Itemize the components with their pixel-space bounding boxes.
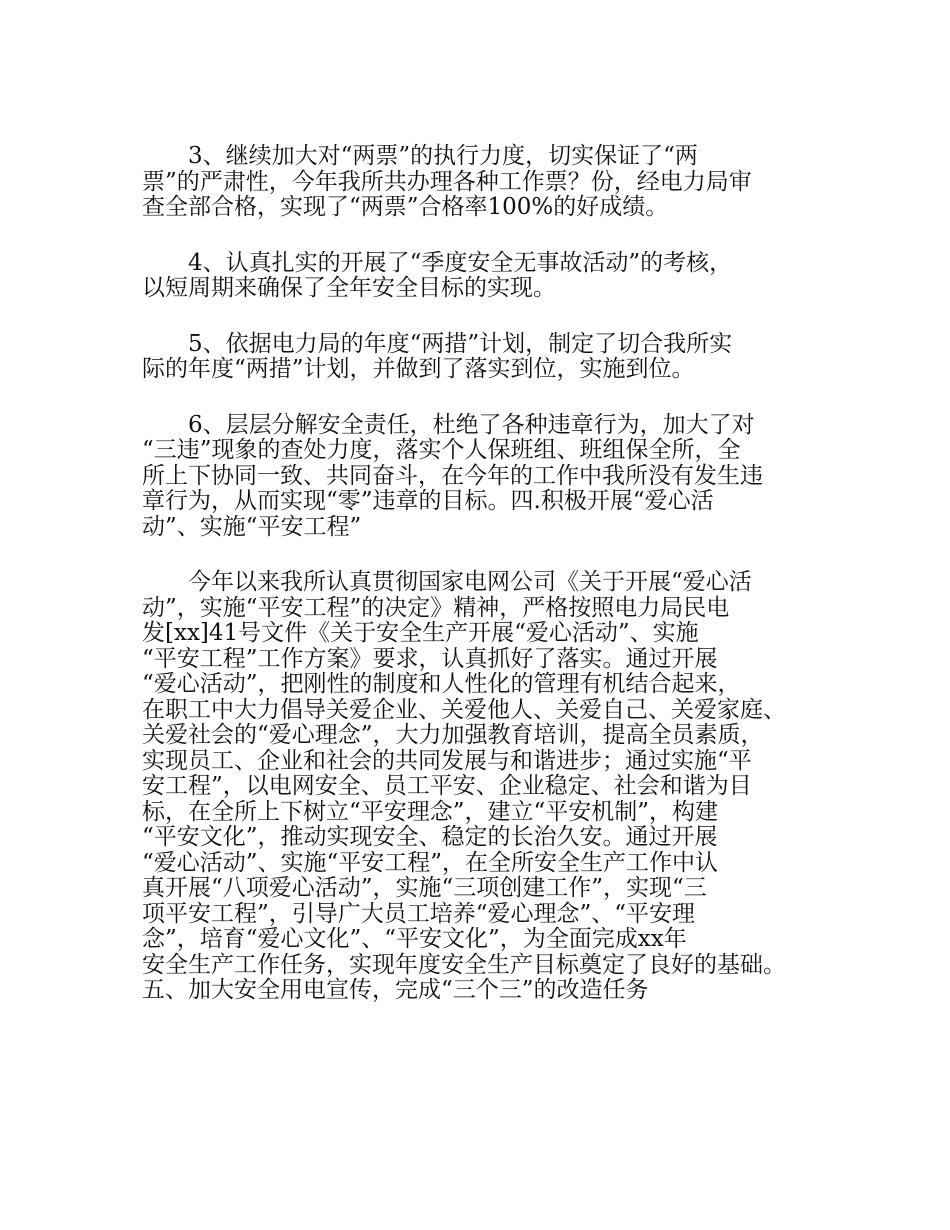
paragraph-line: 5、依据电力局的年度“两措”计划，制定了切合我所实 <box>142 330 733 357</box>
paragraph <box>142 144 832 221</box>
paragraph-line: 实现员工、企业和社会的共同发展与和谐进步；通过实施“平 <box>142 747 752 774</box>
paragraph <box>142 570 832 1004</box>
paragraph-line: “平安文化”，推动实现安全、稳定的长治久安。通过开展 <box>142 824 718 850</box>
paragraph-line: “三违”现象的查处力度，落实个人保班组、班组保全所，全 <box>142 437 741 463</box>
paragraph-line: 在职工中大力倡导关爱企业、关爱他人、关爱自己、关爱家庭、 <box>142 696 786 723</box>
paragraph-line: 安全生产工作任务，实现年度安全生产目标奠定了良好的基础。 <box>142 951 786 978</box>
paragraph-line: 安工程”，以电网安全、员工平安、企业稳定、社会和谐为目 <box>142 773 752 799</box>
paragraph-line: 动”，实施“平安工程”的决定》精神，严格按照电力局民电 <box>142 594 730 621</box>
paragraph-line: 章行为，从而实现“零”违章的目标。四.积极开展“爱心活 <box>142 488 714 514</box>
paragraph-line: 票”的严肃性，今年我所共办理各种工作票？份，经电力局审 <box>142 168 752 195</box>
paragraph-line: 标，在全所上下树立“平安理念”，建立“平安机制”，构建 <box>142 798 719 825</box>
paragraph-line: 关爱社会的“爱心理念”，大力加强教育培训，提高全员素质， <box>142 722 764 748</box>
paragraph-line: 6、层层分解安全责任，杜绝了各种违章行为，加大了对 <box>142 411 755 438</box>
paragraph-gap <box>142 221 832 251</box>
paragraph-line: 际的年度“两措”计划，并做到了落实到位，实施到位。 <box>142 356 695 382</box>
paragraph-line: 念”，培育“爱心文化”、“平安文化”，为全面完成xx年 <box>142 926 687 952</box>
paragraph-line: 所上下协同一致、共同奋斗，在今年的工作中我所没有发生违 <box>142 462 763 489</box>
paragraph-line: 项平安工程”，引导广大员工培养“爱心理念”、“平安理 <box>142 900 696 927</box>
paragraph-gap <box>142 302 832 332</box>
paragraph-line: 五、加大安全用电宣传，完成“三个三”的改造任务 <box>142 977 649 1003</box>
paragraph-line: 以短周期来确保了全年安全目标的实现。 <box>142 275 556 301</box>
document-body <box>142 144 832 1004</box>
paragraph-gap <box>142 383 832 413</box>
paragraph-line: 4、认真扎实的开展了“季度安全无事故活动”的考核， <box>142 249 733 276</box>
paragraph-gap <box>142 540 832 570</box>
paragraph <box>142 251 832 302</box>
paragraph-line: 真开展“八项爱心活动”，实施“三项创建工作”，实现“三 <box>142 875 707 901</box>
paragraph-line: 查全部合格，实现了“两票”合格率100%的好成绩。 <box>142 194 669 220</box>
paragraph <box>142 413 832 541</box>
paragraph-line: 动”、实施“平安工程” <box>142 513 362 540</box>
paragraph-line: 3、继续加大对“两票”的执行力度，切实保证了“两 <box>142 143 698 169</box>
paragraph-line: “爱心活动”，把刚性的制度和人性化的管理有机结合起来， <box>142 671 741 697</box>
paragraph <box>142 332 832 383</box>
paragraph-line: 发[xx]41号文件《关于安全生产开展“爱心活动”、实施 <box>142 620 699 646</box>
paragraph-line: “爱心活动”、实施“平安工程”，在全所安全生产工作中认 <box>142 849 719 876</box>
paragraph-line: 今年以来我所认真贯彻国家电网公司《关于开展“爱心活 <box>142 569 752 595</box>
paragraph-line: “平安工程”工作方案》要求，认真抓好了落实。通过开展 <box>142 645 718 672</box>
